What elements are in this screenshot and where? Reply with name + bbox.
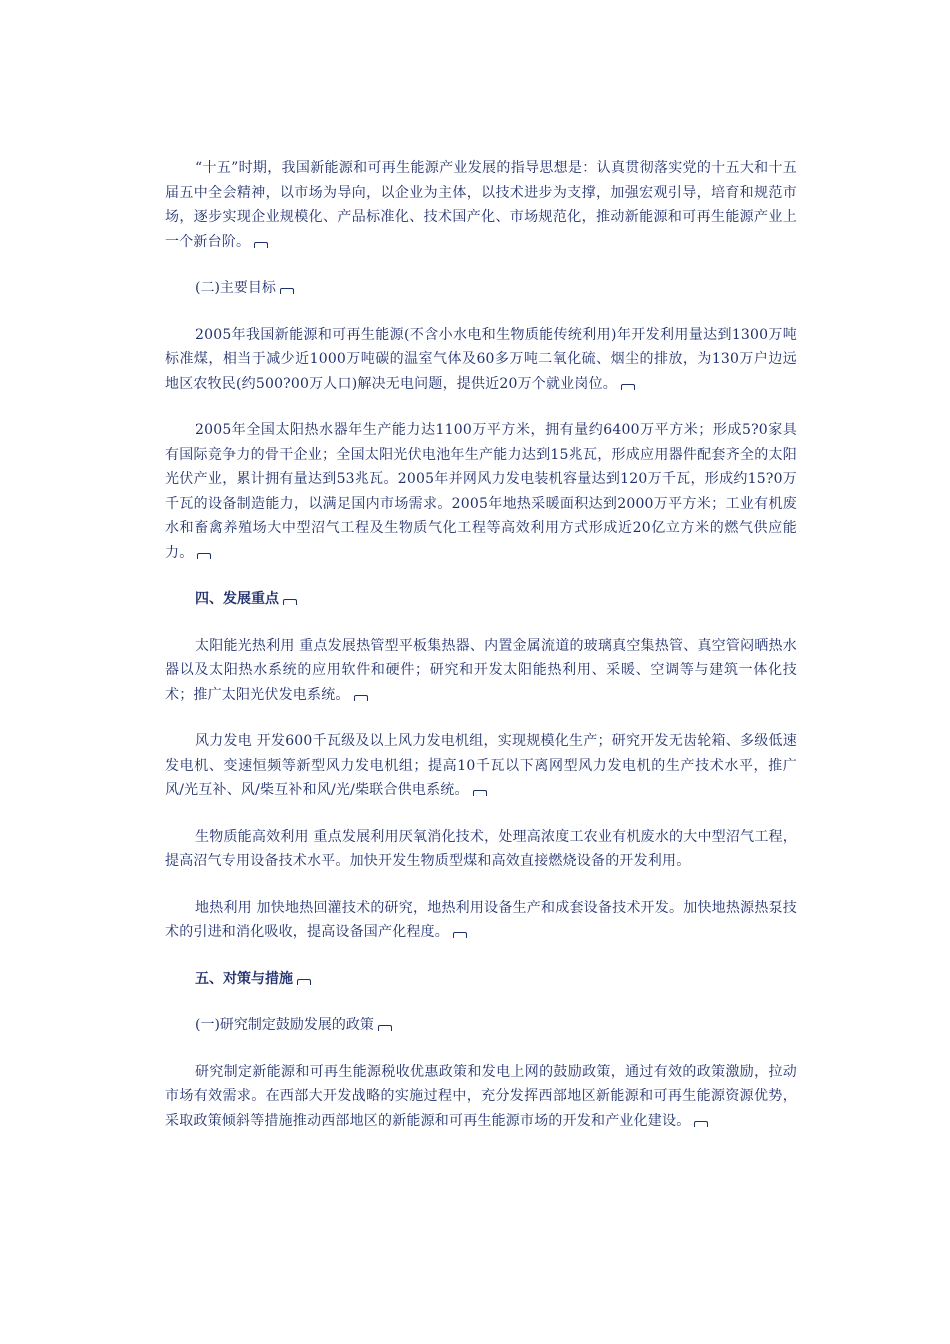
paragraph-guiding-ideology: “十五”时期，我国新能源和可再生能源产业发展的指导思想是：认真贯彻落实党的十五大和十五届五中全会精神，以市场为导向，以企业为主体，以技术进步为支撑，加强宏观引导，培育和规范市场，逐步实现企业规模化、产品标准化、技术国产化、市场规范化，推动新能源和可再生能源产业上一个新台阶。 — [165, 160, 797, 250]
document-body — [165, 156, 797, 1155]
paragraph-goal-2005-total: 2005年我国新能源和可再生能源(不含小水电和生物质能传统利用)年开发利用量达到1300万吨标准煤，相当于减少近1000万吨碳的温室气体及60多万吨二氧化硫、烟尘的排放，为130万户边远地区农牧民(约500?00万人口)解决无电问题，提供近20万个就业岗位。 — [165, 326, 797, 392]
paragraph-mark-icon — [378, 1025, 392, 1031]
heading-development-focus: 四、发展重点 — [165, 587, 797, 612]
paragraph-biomass: 生物质能高效利用 重点发展利用厌氧消化技术，处理高浓度工农业有机废水的大中型沼气工程，提高沼气专用设备技术水平。加快开发生物质型煤和高效直接燃烧设备的开发利用。 — [165, 828, 797, 869]
paragraph-mark-icon — [297, 979, 311, 985]
paragraph-mark-icon — [354, 695, 368, 701]
paragraph-mark-icon — [621, 384, 635, 390]
subheading-policy: (一)研究制定鼓励发展的政策 — [165, 1013, 797, 1038]
paragraph-mark-icon — [197, 553, 211, 559]
paragraph-mark-icon — [694, 1121, 708, 1127]
paragraph-mark-icon — [280, 288, 294, 294]
paragraph-goal-2005-detail: 2005年全国太阳热水器年生产能力达1100万平方米，拥有量约6400万平方米；形成5?0家具有国际竞争力的骨干企业；全国太阳光伏电池年生产能力达到15兆瓦，形成应用器件配套齐全的太阳光伏产业，累计拥有量达到53兆瓦。2005年并网风力发电装机容量达到120万千瓦，形成约15?0万千瓦的设备制造能力，以满足国内市场需求。2005年地热采暖面积达到2000万平方米；工业有机废水和畜禽养殖场大中型沼气工程及生物质气化工程等高效利用方式形成近20亿立方米的燃气供应能力。 — [165, 422, 797, 561]
paragraph-mark-icon — [453, 932, 467, 938]
paragraph-geothermal: 地热利用 加快地热回灌技术的研究，地热利用设备生产和成套设备技术开发。加快地热源热泵技术的引进和消化吸收，提高设备国产化程度。 — [165, 899, 797, 940]
paragraph-solar-thermal: 太阳能光热利用 重点发展热管型平板集热器、内置金属流道的玻璃真空集热管、真空管闷晒热水器以及太阳热水系统的应用软件和硬件；研究和开发太阳能热利用、采暖、空调等与建筑一体化技术；推广太阳光伏发电系统。 — [165, 637, 797, 703]
paragraph-mark-icon — [283, 599, 297, 605]
subheading-main-goals: (二)主要目标 — [165, 276, 797, 301]
paragraph-mark-icon — [254, 242, 268, 248]
paragraph-wind-power: 风力发电 开发600千瓦级及以上风力发电机组，实现规模化生产；研究开发无齿轮箱、多级低速发电机、变速恒频等新型风力发电机组；提高10千瓦以下离网型风力发电机的生产技术水平，推广风/光互补、风/柴互补和风/光/柴联合供电系统。 — [165, 733, 797, 798]
paragraph-policy-detail: 研究制定新能源和可再生能源税收优惠政策和发电上网的鼓励政策，通过有效的政策激励，拉动市场有效需求。在西部大开发战略的实施过程中，充分发挥西部地区新能源和可再生能源资源优势，采取政策倾斜等措施推动西部地区的新能源和可再生能源市场的开发和产业化建设。 — [165, 1063, 797, 1129]
paragraph-mark-icon — [473, 790, 487, 796]
heading-measures: 五、对策与措施 — [165, 967, 797, 992]
